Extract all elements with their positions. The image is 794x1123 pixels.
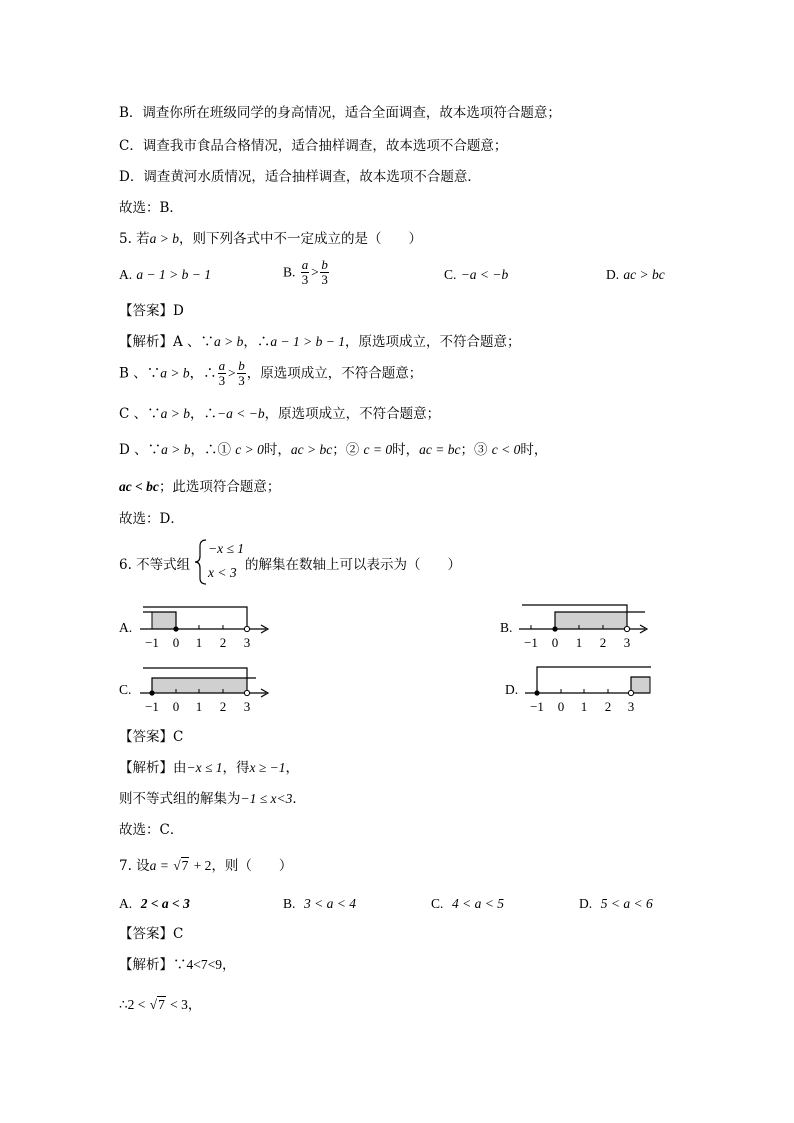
tick-label: 3 — [243, 635, 251, 650]
q5-analysis-d-case3: c < 0 — [491, 442, 521, 457]
q5-analysis-d-cond: a > b — [161, 442, 191, 457]
q6-analysis-2-post: ． — [292, 791, 306, 807]
frac-denominator: 3 — [218, 373, 226, 388]
q5-analysis-d-t3: 时， — [520, 442, 548, 458]
q5-analysis-d-r2: ac = bc — [419, 442, 461, 457]
q6-analysis-1-post: ， — [285, 760, 300, 776]
tick-label: −1 — [530, 699, 544, 714]
q7-option-c-expr: 4 < a < 5 — [451, 896, 504, 911]
q7-stem — [119, 857, 292, 875]
q7-answer: 【答案】C — [119, 926, 184, 942]
q5-analysis-b-pre: B 、∵ — [119, 365, 161, 382]
q5-option-c-label: C. — [444, 267, 457, 282]
q5-analysis-b-frac2 — [237, 359, 246, 388]
frac-denominator: 3 — [238, 373, 245, 388]
q5-stem-condition: a > b — [149, 231, 180, 246]
q5-analysis-a-mid: ，∴ — [243, 334, 271, 350]
q5-option-b-rel: > — [310, 264, 320, 280]
q5-option-b-frac1 — [301, 258, 310, 287]
q5-option-d-label: D. — [606, 267, 620, 282]
q5-option-a-label: A. — [119, 267, 133, 282]
q5-analysis-b-cond: a > b — [160, 365, 190, 381]
tick-label: 0 — [172, 699, 180, 714]
q6-numberline-b — [517, 600, 652, 652]
q5-analysis-a-cond: a > b — [214, 334, 244, 349]
shaded-region — [152, 612, 176, 629]
closed-dot — [149, 690, 154, 695]
q5-analysis-b-post: ，原选项成立，不符合题意； — [246, 365, 423, 382]
q5-option-b — [283, 258, 330, 287]
q5-analysis-b — [119, 359, 422, 388]
radical-icon: √ — [149, 997, 158, 1012]
frac-numerator: b — [238, 358, 245, 373]
tick-label: 0 — [172, 635, 180, 650]
frac-numerator: a — [301, 257, 309, 272]
q6-answer: 【答案】C — [119, 729, 184, 745]
q5-analysis-b-frac1 — [218, 359, 227, 388]
q6-label-c: C. — [119, 682, 132, 697]
q5-analysis-b-mid: ，∴ — [189, 365, 217, 382]
q5-analysis-c-result: −a < −b — [217, 406, 265, 421]
q5-analysis-a-result: a − 1 > b − 1 — [270, 334, 346, 349]
q5-option-c — [444, 266, 508, 284]
q7-option-c — [431, 895, 504, 913]
frac-denominator: 3 — [301, 272, 309, 287]
q7-option-a-label: A. — [119, 896, 133, 911]
q5-option-d-expr: ac > bc — [623, 267, 665, 282]
q7-stem-plus: + 2 — [193, 858, 212, 873]
tick-label: 2 — [599, 635, 607, 650]
q6-ineq-2: x < 3 — [208, 565, 237, 580]
q5-option-a — [119, 266, 211, 284]
q7-option-b-expr: 3 < a < 4 — [303, 896, 356, 911]
q7-option-d-expr: 5 < a < 6 — [600, 896, 653, 911]
q7-analysis-1-pre: 【解析】∵ — [119, 957, 187, 973]
q5-analysis-d-r3: ac < bc — [119, 479, 159, 494]
left-brace-icon — [194, 538, 208, 586]
q5-analysis-d — [119, 441, 547, 459]
tick-label: 1 — [575, 635, 583, 650]
tick-label: −1 — [145, 699, 159, 714]
q5-option-c-expr: −a < −b — [460, 267, 509, 282]
open-dot — [244, 690, 249, 695]
q7-analysis-1-result: 4<7<9 — [186, 957, 222, 972]
q4-conclusion: 故选：B． — [119, 200, 183, 216]
frac-denominator: 3 — [321, 272, 328, 287]
q4-option-c-analysis: C．调查我市食品合格情况，适合抽样调查，故本选项不合题意； — [119, 138, 508, 154]
shaded-region — [631, 677, 650, 693]
tick-label: −1 — [145, 635, 159, 650]
q7-analysis-2-right: < 3 — [170, 997, 188, 1012]
q6-label-b: B. — [500, 620, 513, 635]
q5-analysis-d-case2: c = 0 — [363, 442, 393, 457]
q7-analysis-2-left: 2 < — [127, 997, 146, 1012]
q6-analysis-2-pre: 则不等式组的解集为 — [119, 791, 241, 807]
q7-analysis-1 — [119, 956, 235, 974]
frac-numerator: b — [321, 257, 328, 272]
q6-analysis-2-result: −1 ≤ x<3 — [240, 791, 293, 806]
frac-numerator: a — [218, 358, 226, 373]
q5-analysis-c-cond: a > b — [160, 406, 190, 421]
q7-option-a-expr: 2 < a < 3 — [140, 896, 190, 911]
q5-analysis-d-s3: ；③ — [460, 442, 488, 458]
q5-analysis-d-pre: D 、∵ — [119, 442, 162, 458]
radical-icon: √ — [173, 858, 181, 873]
q7-analysis-1-post: ， — [221, 957, 236, 973]
tick-label: 1 — [195, 699, 203, 714]
tick-label: 3 — [627, 699, 635, 714]
tick-label: 2 — [219, 699, 227, 714]
q7-analysis-2-post: ， — [187, 997, 202, 1013]
q5-analysis-a-pre: 【解析】A 、∵ — [119, 334, 215, 350]
q5-option-b-frac2 — [320, 258, 329, 287]
q5-analysis-d-t1: 时， — [263, 442, 291, 458]
q6-numberline-d — [523, 663, 658, 715]
q6-analysis-2 — [119, 790, 306, 808]
q5-analysis-d-r1: ac > bc — [290, 442, 333, 457]
q7-stem-radicand: 7 — [181, 858, 189, 873]
tick-label: 0 — [557, 699, 565, 714]
open-dot — [244, 626, 249, 631]
q6-analysis-1-ineq: −x ≤ 1 — [186, 760, 223, 775]
q4-option-b-analysis: B．调查你所在班级同学的身高情况，适合全面调查，故本选项符合题意； — [119, 105, 561, 121]
q5-analysis-c-pre: C 、∵ — [119, 406, 161, 422]
tick-label: 1 — [580, 699, 588, 714]
q6-numberline-a — [138, 600, 273, 652]
closed-dot — [552, 626, 557, 631]
shaded-region — [555, 612, 627, 629]
q6-analysis-1-result: x ≥ −1 — [249, 760, 286, 775]
q6-stem-pre: 6. 不等式组 — [119, 557, 191, 573]
q6-analysis-1 — [119, 759, 299, 777]
q7-option-b-label: B. — [283, 896, 296, 911]
q5-analysis-d-t2: 时， — [392, 442, 420, 458]
q7-analysis-2-pre: ∴ — [119, 997, 128, 1013]
q7-option-b — [283, 895, 356, 913]
q5-answer: 【答案】D — [119, 303, 184, 319]
tick-label: 1 — [195, 635, 203, 650]
q7-analysis-2-radicand: 7 — [158, 997, 165, 1012]
tick-label: 0 — [551, 635, 559, 650]
q4-option-d-analysis: D．调查黄河水质情况，适合抽样调查，故本选项不合题意． — [119, 169, 481, 185]
q5-analysis-d-cont — [119, 478, 280, 496]
tick-label: 3 — [243, 699, 251, 714]
q5-option-a-expr: a − 1 > b − 1 — [136, 267, 212, 282]
q5-analysis-a-post: ，原选项成立，不符合题意； — [345, 334, 521, 350]
q6-analysis-1-pre: 【解析】由 — [119, 760, 187, 776]
q5-analysis-a — [119, 333, 521, 351]
q7-stem-post: ，则（ ） — [211, 858, 293, 874]
q5-stem — [119, 230, 422, 248]
q7-stem-a: a = — [149, 858, 169, 873]
q7-option-a — [119, 895, 190, 913]
closed-dot — [173, 626, 178, 631]
q5-option-b-label: B. — [283, 264, 296, 280]
q5-stem-post: ，则下列各式中不一定成立的是（ ） — [179, 231, 423, 247]
q6-ineq-1: −x ≤ 1 — [208, 541, 245, 556]
q6-conclusion: 故选：C． — [119, 822, 184, 838]
q6-numberline-c — [138, 663, 273, 715]
tick-label: 2 — [219, 635, 227, 650]
q5-analysis-c — [119, 405, 440, 423]
tick-label: 3 — [623, 635, 631, 650]
q7-stem-pre: 7. 设 — [119, 858, 150, 874]
q5-analysis-c-mid: ，∴ — [190, 406, 217, 422]
tick-label: 2 — [604, 699, 612, 714]
tick-label: −1 — [524, 635, 538, 650]
q6-label-a: A. — [119, 620, 133, 635]
q7-option-d — [579, 895, 653, 913]
q5-conclusion: 故选：D． — [119, 511, 184, 527]
q5-analysis-d-end: ；此选项符合题意； — [158, 479, 281, 495]
q6-analysis-1-mid: ，得 — [222, 760, 250, 776]
q5-analysis-b-rel: > — [227, 365, 237, 381]
q5-analysis-d-s2: ；② — [332, 442, 360, 458]
open-dot — [624, 626, 629, 631]
q7-option-d-label: D. — [579, 896, 593, 911]
q7-option-c-label: C. — [431, 896, 444, 911]
q5-analysis-d-case1: c > 0 — [235, 442, 264, 457]
q5-analysis-d-mid: ，∴① — [190, 442, 231, 458]
closed-dot — [534, 690, 539, 695]
q5-option-d — [606, 266, 665, 284]
q6-label-d: D. — [505, 682, 519, 697]
q5-analysis-c-post: ，原选项成立，不符合题意； — [264, 406, 441, 422]
q7-analysis-2 — [119, 996, 201, 1014]
open-dot — [628, 690, 633, 695]
q6-stem-post: 的解集在数轴上可以表示为（ ） — [245, 557, 461, 573]
q5-stem-pre: 5. 若 — [119, 231, 150, 247]
